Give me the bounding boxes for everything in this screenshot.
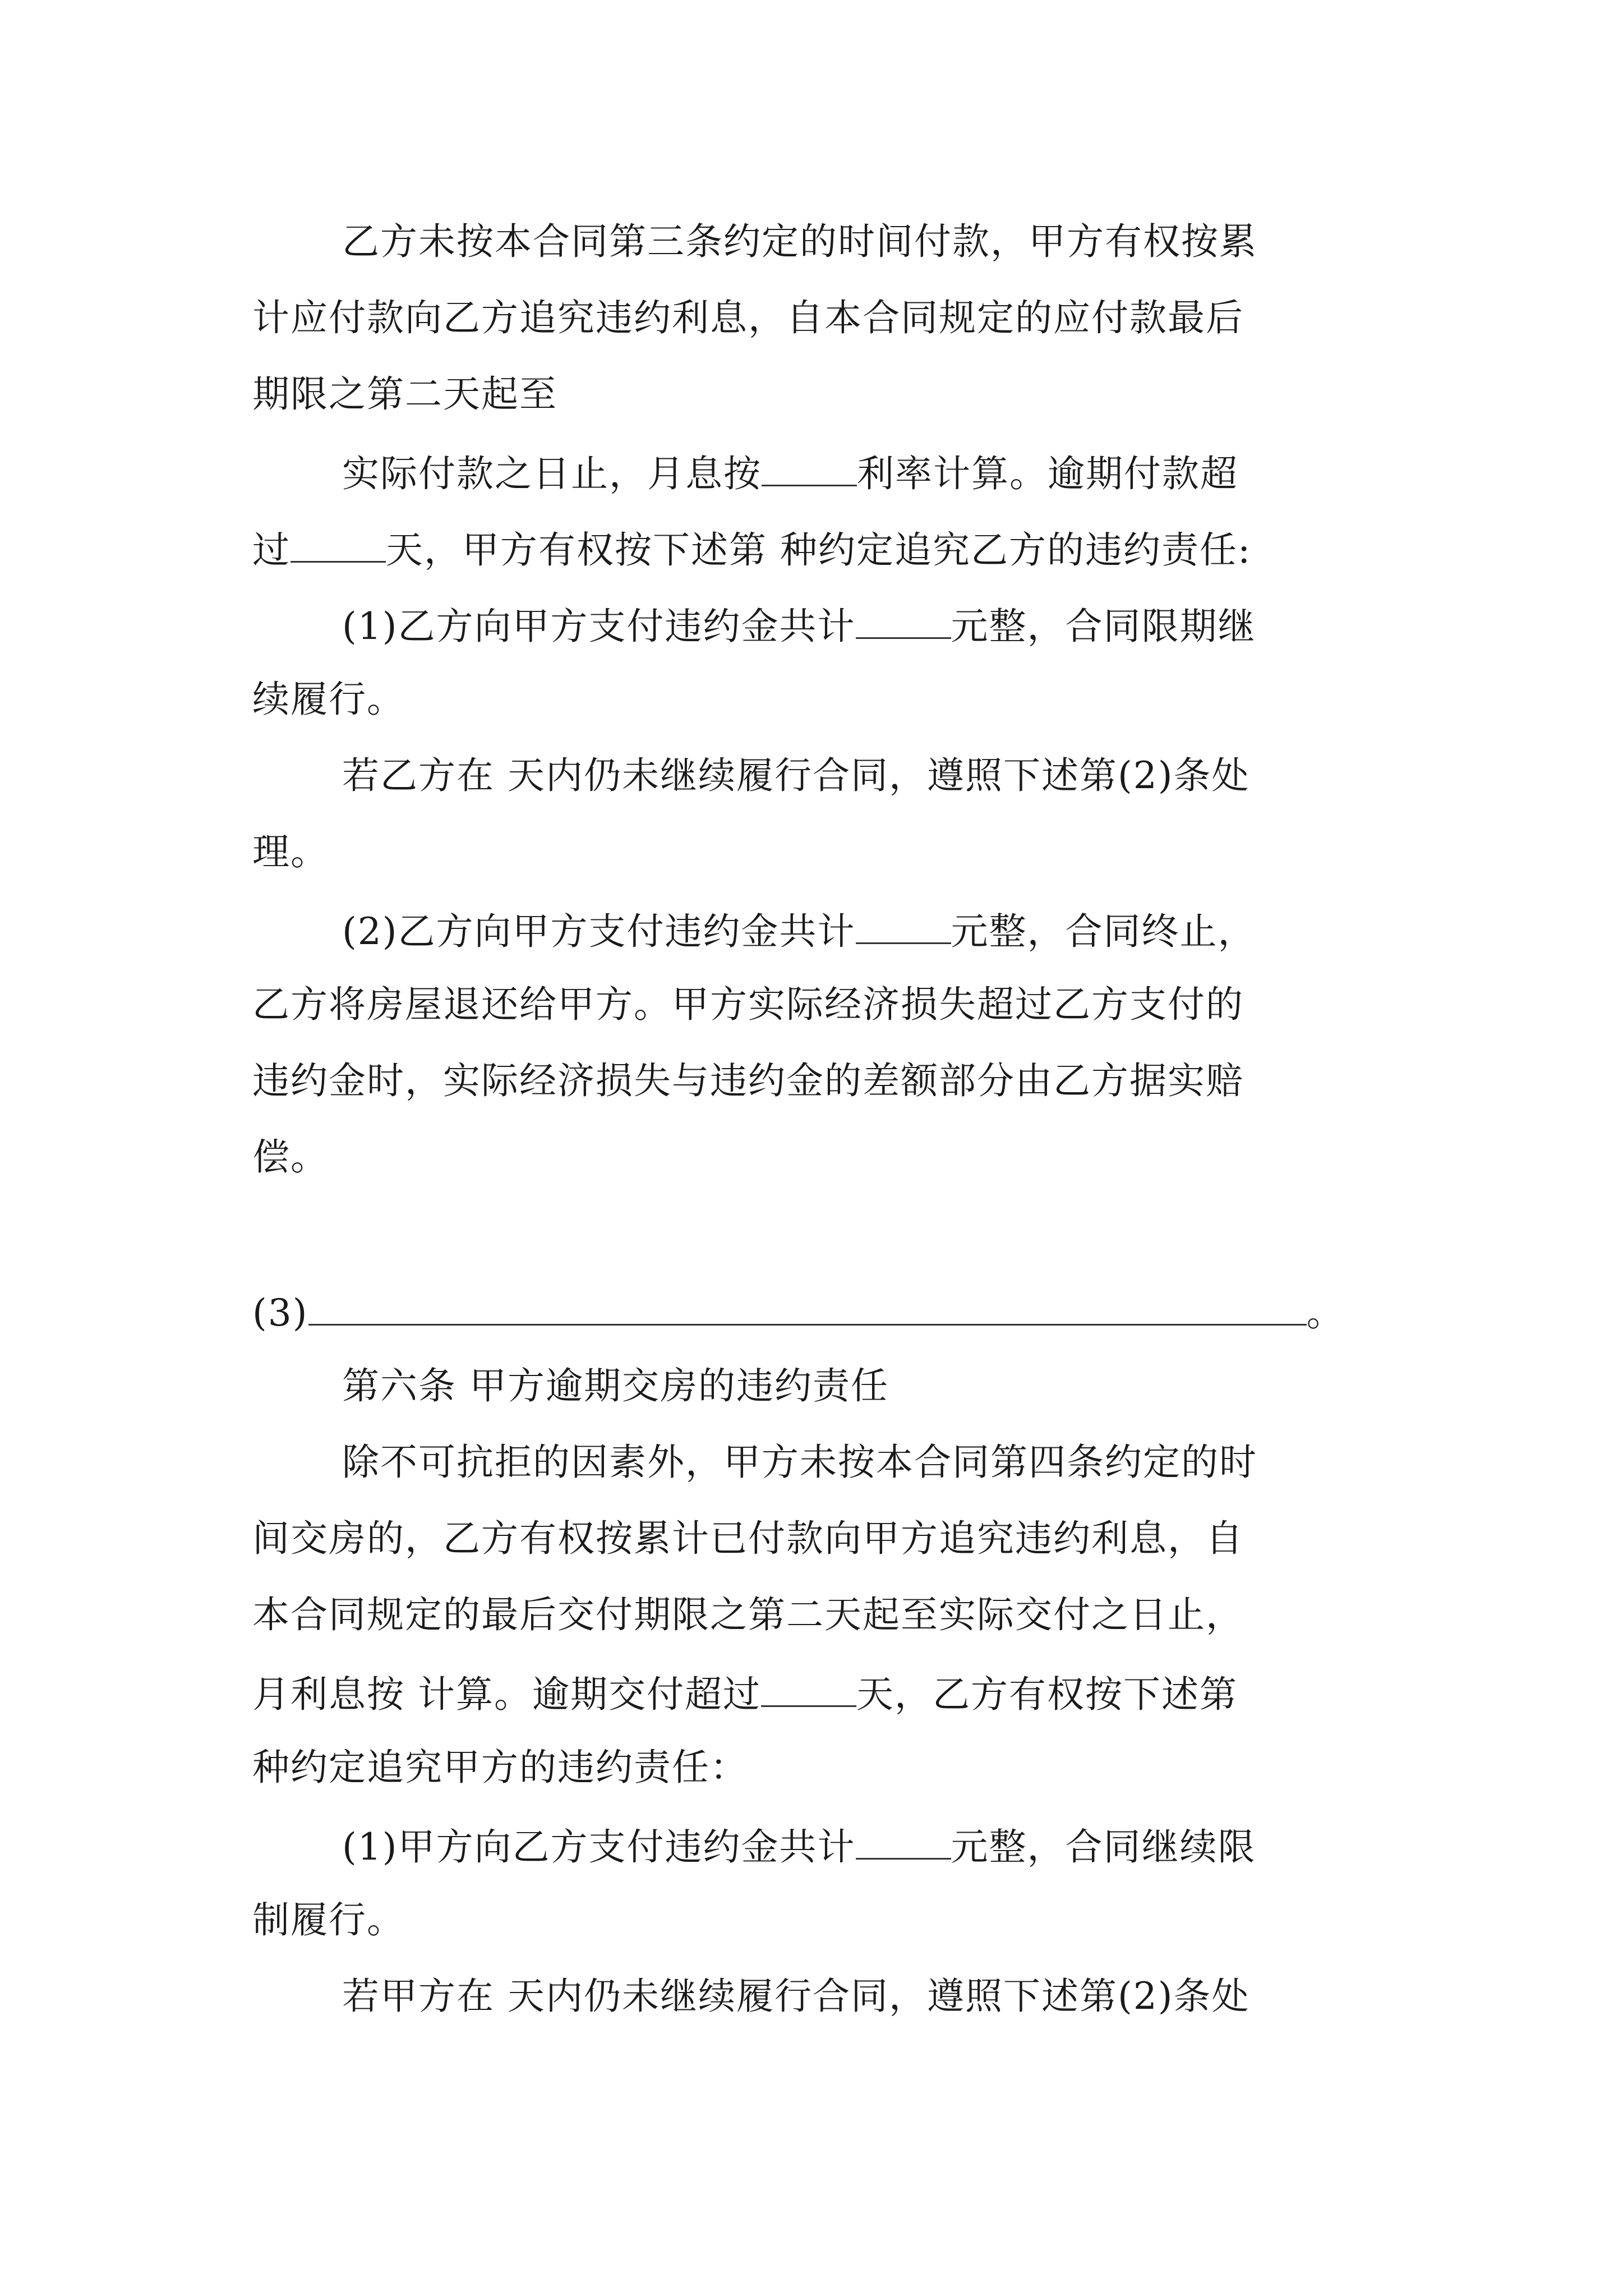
line-text: 元整，合同终止， xyxy=(951,910,1256,953)
line-text: 若乙方在 天内仍未继续履行合同，遵照下述第(2)条处 xyxy=(342,754,1250,797)
text-line xyxy=(252,1517,1402,1560)
fill-in-blank xyxy=(856,1825,951,1860)
line-text: 乙方未按本合同第三条约定的时间付款，甲方有权按累 xyxy=(342,220,1257,263)
line-text: 种约定追究甲方的违约责任： xyxy=(252,1746,748,1789)
text-line xyxy=(342,605,1402,648)
text-line xyxy=(252,1059,1402,1102)
text-line xyxy=(252,296,1402,339)
text-line xyxy=(342,452,1402,493)
text-line xyxy=(252,1898,1402,1941)
line-text: 元整，合同限期继 xyxy=(951,605,1256,648)
text-line xyxy=(252,830,1402,873)
text-line xyxy=(342,1975,1402,2018)
text-line xyxy=(252,1291,1402,1335)
line-text: 本合同规定的最后交付期限之第二天起至实际交付之日止， xyxy=(252,1593,1244,1636)
section-heading xyxy=(342,1364,1402,1407)
text-line xyxy=(252,1746,1402,1789)
line-text: 乙方将房屋退还给甲方。甲方实际经济损失超过乙方支付的 xyxy=(252,983,1244,1026)
line-text: (3) xyxy=(252,1291,308,1335)
line-text: 利率计算。逾期付款超 xyxy=(857,452,1238,495)
text-line xyxy=(252,1593,1402,1636)
text-line xyxy=(252,678,1402,721)
line-text: 天，乙方有权按下述第 xyxy=(856,1673,1238,1716)
text-line xyxy=(342,910,1402,953)
heading-text: 第六条 甲方逾期交房的违约责任 xyxy=(342,1364,889,1407)
text-line xyxy=(342,754,1402,797)
fill-in-blank-long xyxy=(308,1291,1307,1326)
line-text: 过 xyxy=(252,528,291,572)
line-text: 天，甲方有权按下述第 种约定追究乙方的违约责任: xyxy=(386,528,1252,572)
line-text: 违约金时，实际经济损失与违约金的差额部分由乙方据实赔 xyxy=(252,1059,1244,1102)
line-text: 续履行。 xyxy=(252,678,405,721)
fill-in-blank xyxy=(291,528,386,563)
line-text: 月利息按 计算。逾期交付超过 xyxy=(252,1673,761,1716)
line-text: 除不可抗拒的因素外，甲方未按本合同第四条约定的时 xyxy=(342,1441,1257,1484)
text-line xyxy=(252,983,1402,1026)
fill-in-blank xyxy=(856,605,951,639)
fill-in-blank xyxy=(856,910,951,944)
line-text: 。 xyxy=(1306,1291,1345,1335)
text-line xyxy=(252,372,1402,416)
text-line xyxy=(252,528,1402,572)
line-text: (2)乙方向甲方支付违约金共计 xyxy=(342,910,856,953)
line-text: 间交房的，乙方有权按累计已付款向甲方追究违约利息，自 xyxy=(252,1517,1244,1560)
line-text: 元整，合同继续限 xyxy=(951,1825,1256,1869)
line-text: (1)乙方向甲方支付违约金共计 xyxy=(342,605,856,648)
text-line xyxy=(342,1825,1402,1869)
line-text: (1)甲方向乙方支付违约金共计 xyxy=(342,1825,856,1869)
fill-in-blank xyxy=(762,452,857,486)
text-line xyxy=(252,1135,1402,1179)
text-line xyxy=(342,1441,1402,1484)
line-text: 若甲方在 天内仍未继续履行合同，遵照下述第(2)条处 xyxy=(342,1975,1250,2018)
text-line xyxy=(252,1673,1402,1716)
fill-in-blank xyxy=(761,1673,856,1707)
line-text: 期限之第二天起至 xyxy=(252,372,557,416)
line-text: 偿。 xyxy=(252,1135,329,1179)
line-text: 计应付款向乙方追究违约利息，自本合同规定的应付款最后 xyxy=(252,296,1244,339)
line-text: 实际付款之日止，月息按 xyxy=(342,452,762,495)
line-text: 理。 xyxy=(252,830,329,873)
line-text: 制履行。 xyxy=(252,1898,405,1941)
text-line xyxy=(342,220,1402,263)
